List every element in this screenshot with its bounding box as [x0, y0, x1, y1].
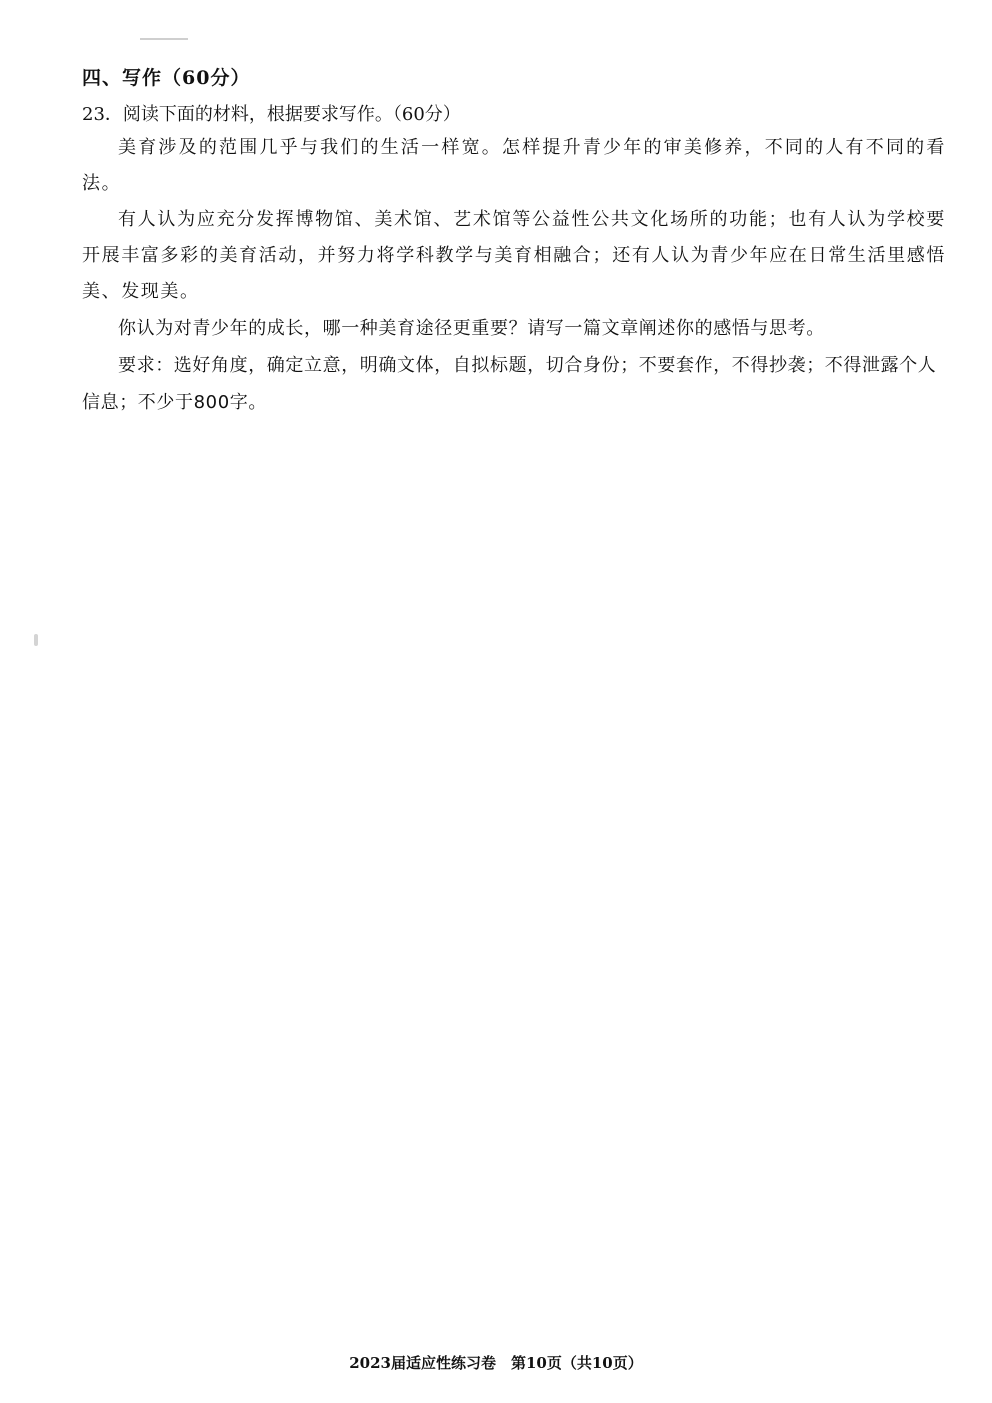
- question-23: 23．阅读下面的材料，根据要求写作。（60分）: [82, 104, 461, 125]
- page-footer: 2023届适应性练习卷 第10页（共10页）: [349, 1354, 643, 1372]
- prompt-question: 你认为对青少年的成长，哪一种美育途径更重要？请写一篇文章阐述你的感悟与思考。: [118, 318, 825, 339]
- reading-material: [82, 130, 946, 310]
- scan-mark-side: [34, 634, 38, 646]
- section-title: 四、写作（60分）: [82, 67, 251, 89]
- scan-mark: [140, 38, 188, 40]
- prompt-requirements: 要求：选好角度，确定立意，明确文体，自拟标题，切合身份；不要套作，不得抄袭；不得泄露个人信息；不少于800字。: [82, 355, 937, 413]
- writing-prompt: [82, 310, 946, 421]
- material-paragraph-1: 美育涉及的范围几乎与我们的生活一样宽。怎样提升青少年的审美修养，不同的人有不同的看法。: [82, 137, 946, 194]
- material-paragraph-2: 有人认为应充分发挥博物馆、美术馆、艺术馆等公益性公共文化场所的功能；也有人认为学校要开展丰富多彩的美育活动，并努力将学科教学与美育相融合；还有人认为青少年应在日常生活里感悟美、发现美。: [82, 209, 946, 302]
